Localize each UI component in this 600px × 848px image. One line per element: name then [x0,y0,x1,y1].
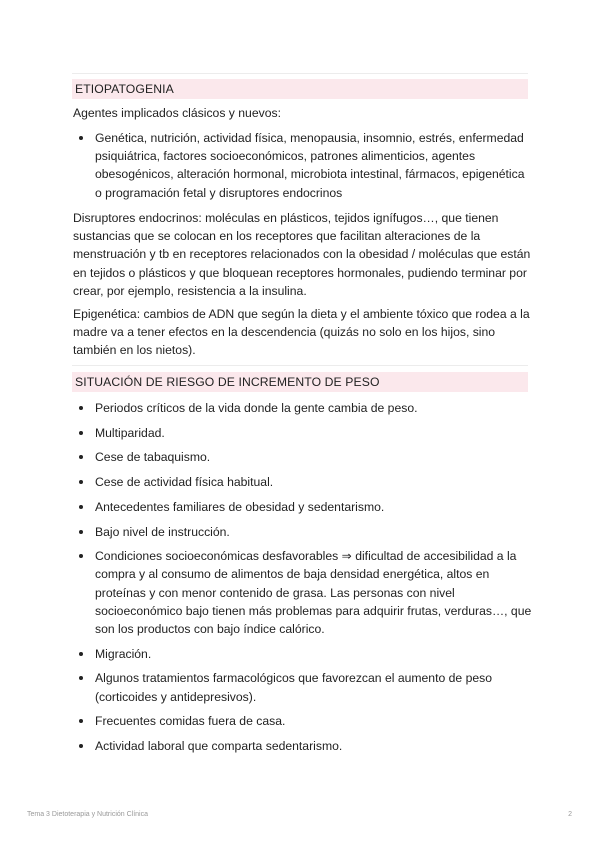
list-item [73,129,533,202]
bullet-icon [79,406,83,410]
heading-riesgo-peso: SITUACIÓN DE RIESGO DE INCREMENTO DE PESO [72,372,528,392]
list-item [73,669,533,705]
epigenetica-paragraph: Epigenética: cambios de ADN que según la dieta y el ambiente tóxico que rodea a la madre va a tener efectos en la descendencia (quizás no solo en los hijos, sino también en los nietos). [73,307,530,358]
heading-etiopatogenia: ETIOPATOGENIA [72,79,528,99]
list-item [73,547,533,638]
bullet-icon [79,744,83,748]
list-item-text: Genética, nutrición, actividad física, menopausia, insomnio, estrés, enfermedad psiquiátrica, factores socioeconómicos, patrones alimenticios, agentes obesogénicos, alteración hormonal, microbiota intestinal, fármacos, epigenética o programación fetal y disruptores endocrinos [95,131,525,200]
list-item-text: Condiciones socioeconómicas desfavorables ⇒ dificultad de accesibilidad a la compra y al consumo de alimentos de baja densidad energética, altos en proteínas y con menor contenido de grasa. Las personas con nivel socioeconómico bajo tienen más problemas para adquirir frutas, verduras…, que son los productos con bajo índice calórico. [95,549,532,637]
top-divider [72,73,528,74]
bullet-icon [79,530,83,534]
footer-title: Tema 3 Dietoterapia y Nutrición Clínica [27,811,148,818]
page-number: 2 [568,811,572,818]
list-item-text: Antecedentes familiares de obesidad y sedentarismo. [95,499,385,514]
disruptores-paragraph: Disruptores endocrinos: moléculas en plásticos, tejidos ignífugos…, que tienen sustancias que se colocan en los receptores que facilitan alteraciones de la menstruación y tb en receptores relacionados con la obesidad / moléculas que están en tejidos o plásticos y que bloquean receptores hormonales, pudiendo terminar por crear, por ejemplo, resistencia a la insulina. [73,211,531,298]
list-item [73,737,533,755]
bullet-icon [79,431,83,435]
list-item [73,645,533,663]
list-item-text: Periodos críticos de la vida donde la gente cambia de peso. [95,401,418,415]
section-divider [72,365,528,366]
list-item [73,399,533,417]
list-item [73,523,533,541]
bullet-icon [79,554,83,558]
bullet-icon [79,652,83,656]
risk-list [73,399,533,762]
list-item-text: Cese de tabaquismo. [95,450,211,465]
list-item-text: Frecuentes comidas fuera de casa. [95,714,286,729]
list-item [73,498,533,516]
list-item [73,424,533,442]
list-item [73,448,533,466]
bullet-icon [79,719,83,723]
bullet-icon [79,676,83,680]
list-item-text: Multiparidad. [95,425,165,440]
intro-paragraph: Agentes implicados clásicos y nuevos: [73,106,281,120]
agents-list [73,129,533,208]
list-item-text: Cese de actividad física habitual. [95,475,274,490]
list-item [73,473,533,491]
list-item [73,712,533,730]
bullet-icon [79,505,83,509]
list-item-text: Actividad laboral que comparta sedentarismo. [95,739,343,754]
bullet-icon [79,455,83,459]
bullet-icon [79,136,83,140]
list-item-text: Migración. [95,646,152,661]
list-item-text: Algunos tratamientos farmacológicos que favorezcan el aumento de peso (corticoides y antidepresivos). [95,671,493,704]
bullet-icon [79,480,83,484]
list-item-text: Bajo nivel de instrucción. [95,524,230,539]
